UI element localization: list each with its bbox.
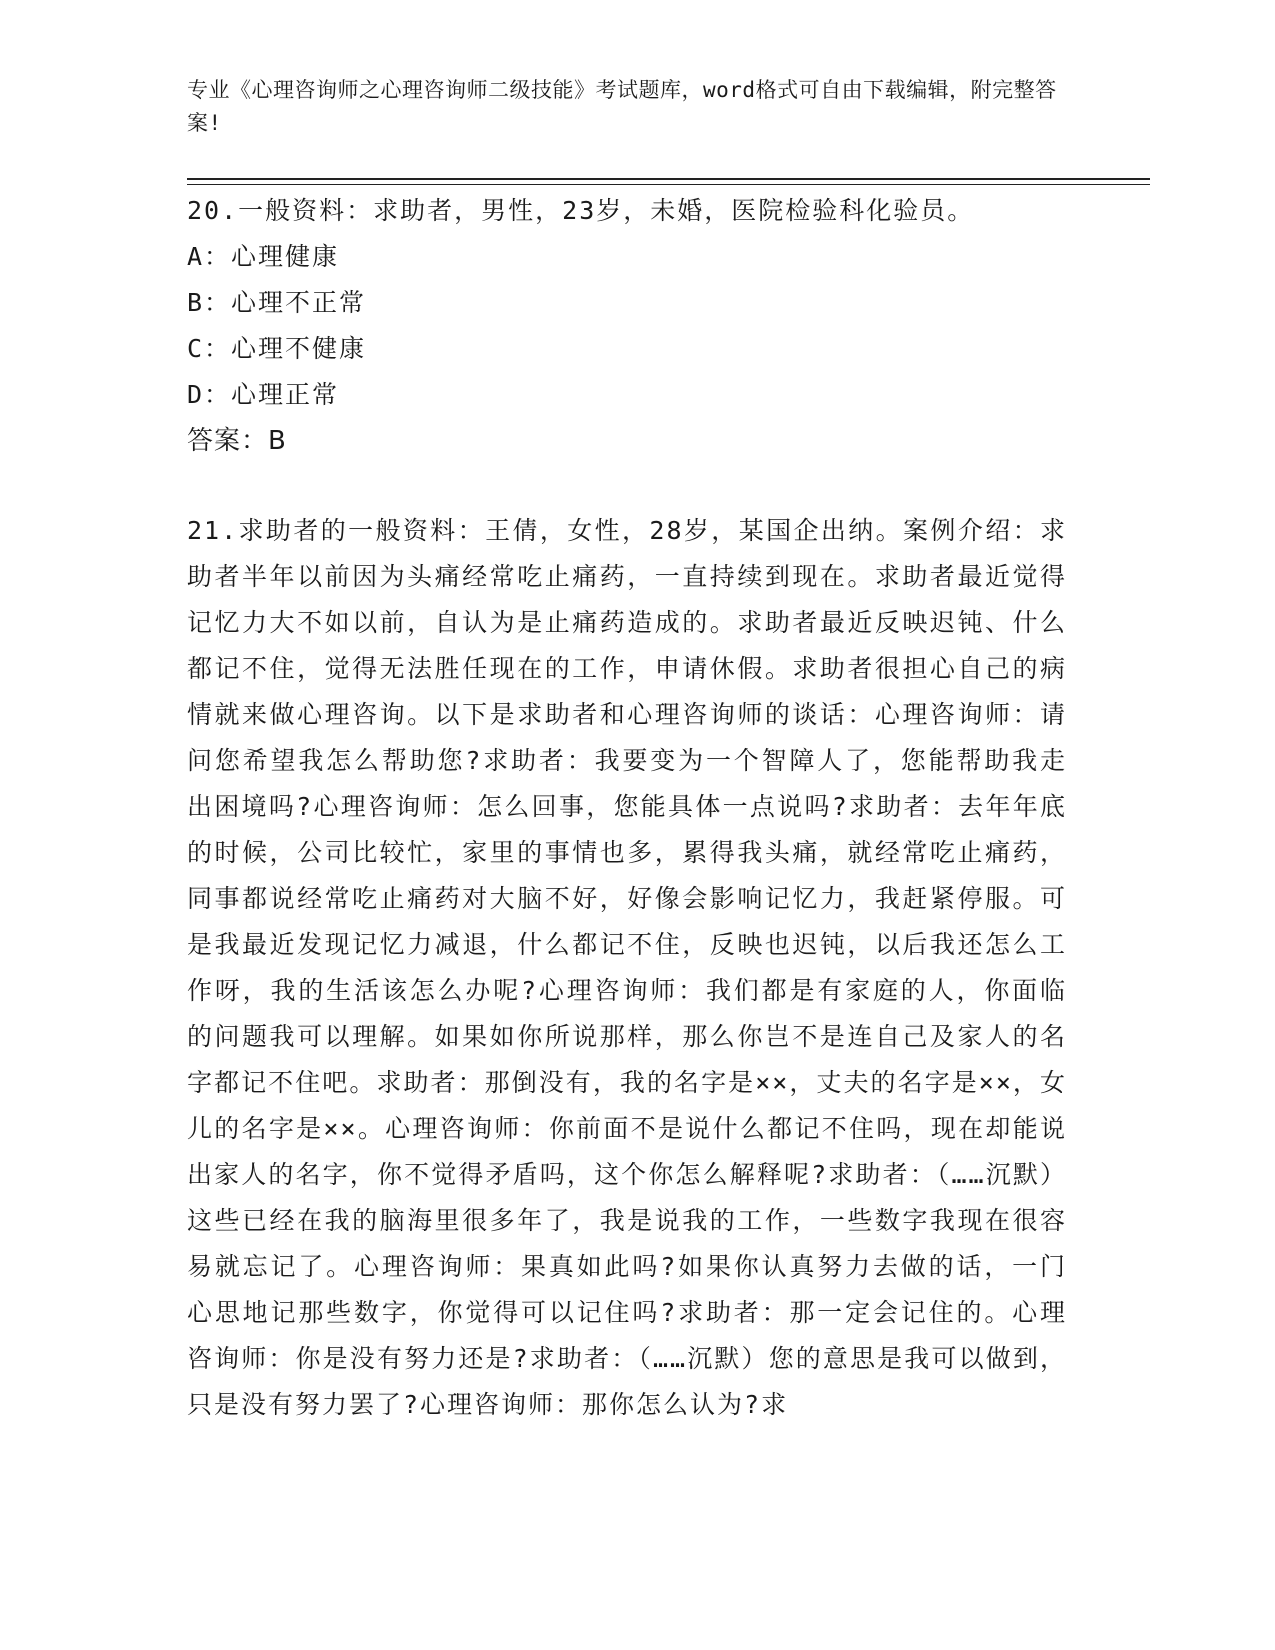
option-b: B：心理不正常 [187,288,367,317]
option-a: A：心理健康 [187,242,340,271]
question-stem: 21.求助者的一般资料：王倩，女性，28岁，某国企出纳。案例介绍：求助者半年以前因为头痛经常吃止痛药，一直持续到现在。求助者最近觉得记忆力大不如以前，自认为是止痛药造成的。求助者最近反映迟钝、什么都记不住，觉得无法胜任现在的工作，申请休假。求助者很担心自己的病情就来做心理咨询。以下是求助者和心理咨询师的谈话：心理咨询师：请问您希望我怎么帮助您?求助者：我要变为一个智障人了，您能帮助我走出困境吗?心理咨询师：怎么回事，您能具体一点说吗?求助者：去年年底的时候，公司比较忙，家里的事情也多，累得我头痛，就经常吃止痛药，同事都说经常吃止痛药对大脑不好，好像会影响记忆力，我赶紧停服。可是我最近发现记忆力减退，什么都记不住，反映也迟钝，以后我还怎么工作呀，我的生活该怎么办呢?心理咨询师：我们都是有家庭的人，你面临的问题我可以理解。如果如你所说那样，那么你岂不是连自己及家人的名字都记不住吧。求助者：那倒没有，我的名字是××，丈夫的名字是××，女儿的名字是××。心理咨询师：你前面不是说什么都记不住吗，现在却能说出家人的名字，你不觉得矛盾吗，这个你怎么解释呢?求助者：（……沉默）这些已经在我的脑海里很多年了，我是说我的工作，一些数字我现在很容易就忘记了。心理咨询师：果真如此吗?如果你认真努力去做的话，一门心思地记那些数字，你觉得可以记住吗?求助者：那一定会记住的。心理咨询师：你是没有努力还是?求助者：（……沉默）您的意思是我可以做到，只是没有努力罢了?心理咨询师：那你怎么认为?求 [187,516,1067,1419]
question-21 [187,508,1067,1428]
question-20 [187,188,1067,464]
header-divider-thin [187,184,1150,185]
option-d: D：心理正常 [187,380,340,409]
header-divider [187,178,1150,180]
page-header-text: 专业《心理咨询师之心理咨询师二级技能》考试题库，word格式可自由下载编辑，附完整答案! [187,78,1057,135]
option-c: C：心理不健康 [187,334,367,363]
answer-line: 答案：B [187,426,287,456]
question-stem: 20.一般资料：求助者，男性，23岁，未婚，医院检验科化验员。 [187,196,975,225]
